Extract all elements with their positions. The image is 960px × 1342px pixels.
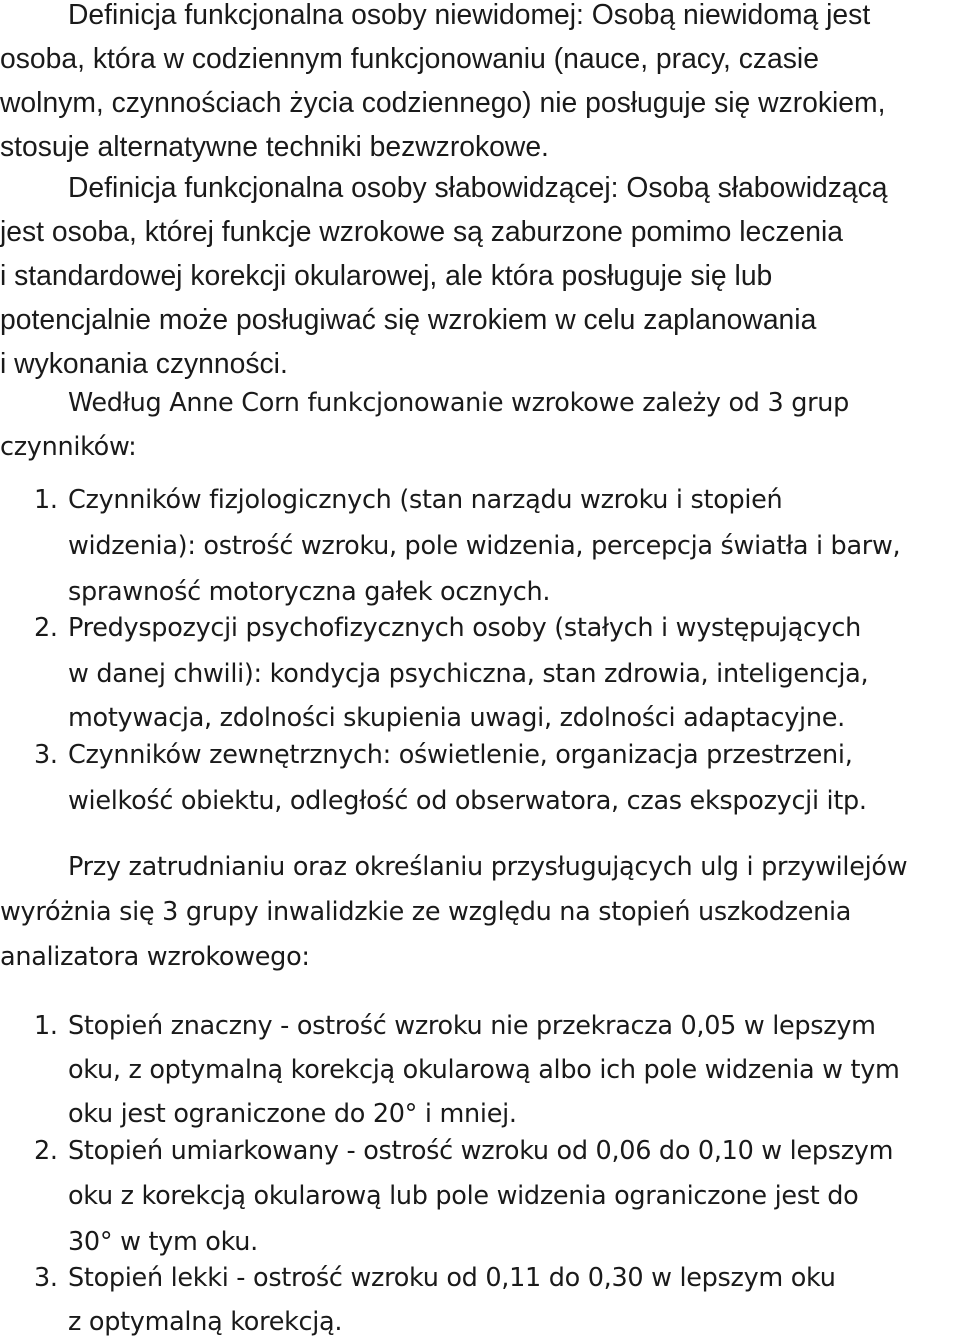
text-line: Stopień znaczny - ostrość wzroku nie przekracza 0,05 w lepszym (68, 1011, 876, 1041)
list-number: 1. (34, 485, 58, 515)
text-line: Przy zatrudnianiu oraz określaniu przysługujących ulg i przywilejów (68, 852, 908, 882)
text-line: wyróżnia się 3 grupy inwalidzkie ze względu na stopień uszkodzenia (0, 897, 852, 927)
list-number: 3. (34, 740, 58, 770)
text-line: jest osoba, której funkcje wzrokowe są zaburzone pomimo leczenia (0, 215, 844, 247)
text-line: stosuje alternatywne techniki bezwzrokowe. (0, 130, 549, 162)
text-line: sprawność motoryczna gałek ocznych. (68, 577, 551, 607)
text-line: Definicja funkcjonalna osoby niewidomej: Osobą niewidomą jest (68, 0, 871, 30)
text-line: analizatora wzrokowego: (0, 942, 310, 972)
text-line: Czynników fizjologicznych (stan narządu wzroku i stopień (68, 485, 783, 515)
text-line: Według Anne Corn funkcjonowanie wzrokowe zależy od 3 grup (68, 388, 850, 418)
list-number: 2. (34, 613, 58, 643)
text-line: z optymalną korekcją. (68, 1307, 343, 1337)
text-line: widzenia): ostrość wzroku, pole widzenia, percepcja światła i barw, (68, 531, 901, 561)
text-line: Predyspozycji psychofizycznych osoby (stałych i występujących (68, 613, 862, 643)
text-line: wolnym, czynnościach życia codziennego) nie posługuje się wzrokiem, (0, 86, 886, 118)
list-number: 3. (34, 1263, 58, 1293)
list-number: 1. (34, 1011, 58, 1041)
text-line: oku, z optymalną korekcją okularową albo ich pole widzenia w tym (68, 1055, 900, 1085)
text-line: osoba, która w codziennym funkcjonowaniu (nauce, pracy, czasie (0, 42, 819, 74)
text-line: i standardowej korekcji okularowej, ale która posługuje się lub (0, 259, 773, 291)
text-line: 30° w tym oku. (68, 1227, 258, 1257)
text-line: wielkość obiektu, odległość od obserwatora, czas ekspozycji itp. (68, 786, 867, 816)
text-line: Stopień lekki - ostrość wzroku od 0,11 do 0,30 w lepszym oku (68, 1263, 836, 1293)
text-line: oku jest ograniczone do 20° i mniej. (68, 1099, 517, 1129)
text-line: w danej chwili): kondycja psychiczna, stan zdrowia, inteligencja, (68, 659, 869, 689)
list-number: 2. (34, 1136, 58, 1166)
text-line: Stopień umiarkowany - ostrość wzroku od 0,06 do 0,10 w lepszym (68, 1136, 894, 1166)
text-line: Czynników zewnętrznych: oświetlenie, organizacja przestrzeni, (68, 740, 853, 770)
text-line: potencjalnie może posługiwać się wzrokiem w celu zaplanowania (0, 303, 817, 335)
text-line: motywacja, zdolności skupienia uwagi, zdolności adaptacyjne. (68, 703, 845, 733)
text-line: oku z korekcją okularową lub pole widzenia ograniczone jest do (68, 1181, 859, 1211)
text-line: Definicja funkcjonalna osoby słabowidzącej: Osobą słabowidzącą (68, 171, 888, 203)
text-line: czynników: (0, 432, 137, 462)
text-line: i wykonania czynności. (0, 347, 288, 379)
